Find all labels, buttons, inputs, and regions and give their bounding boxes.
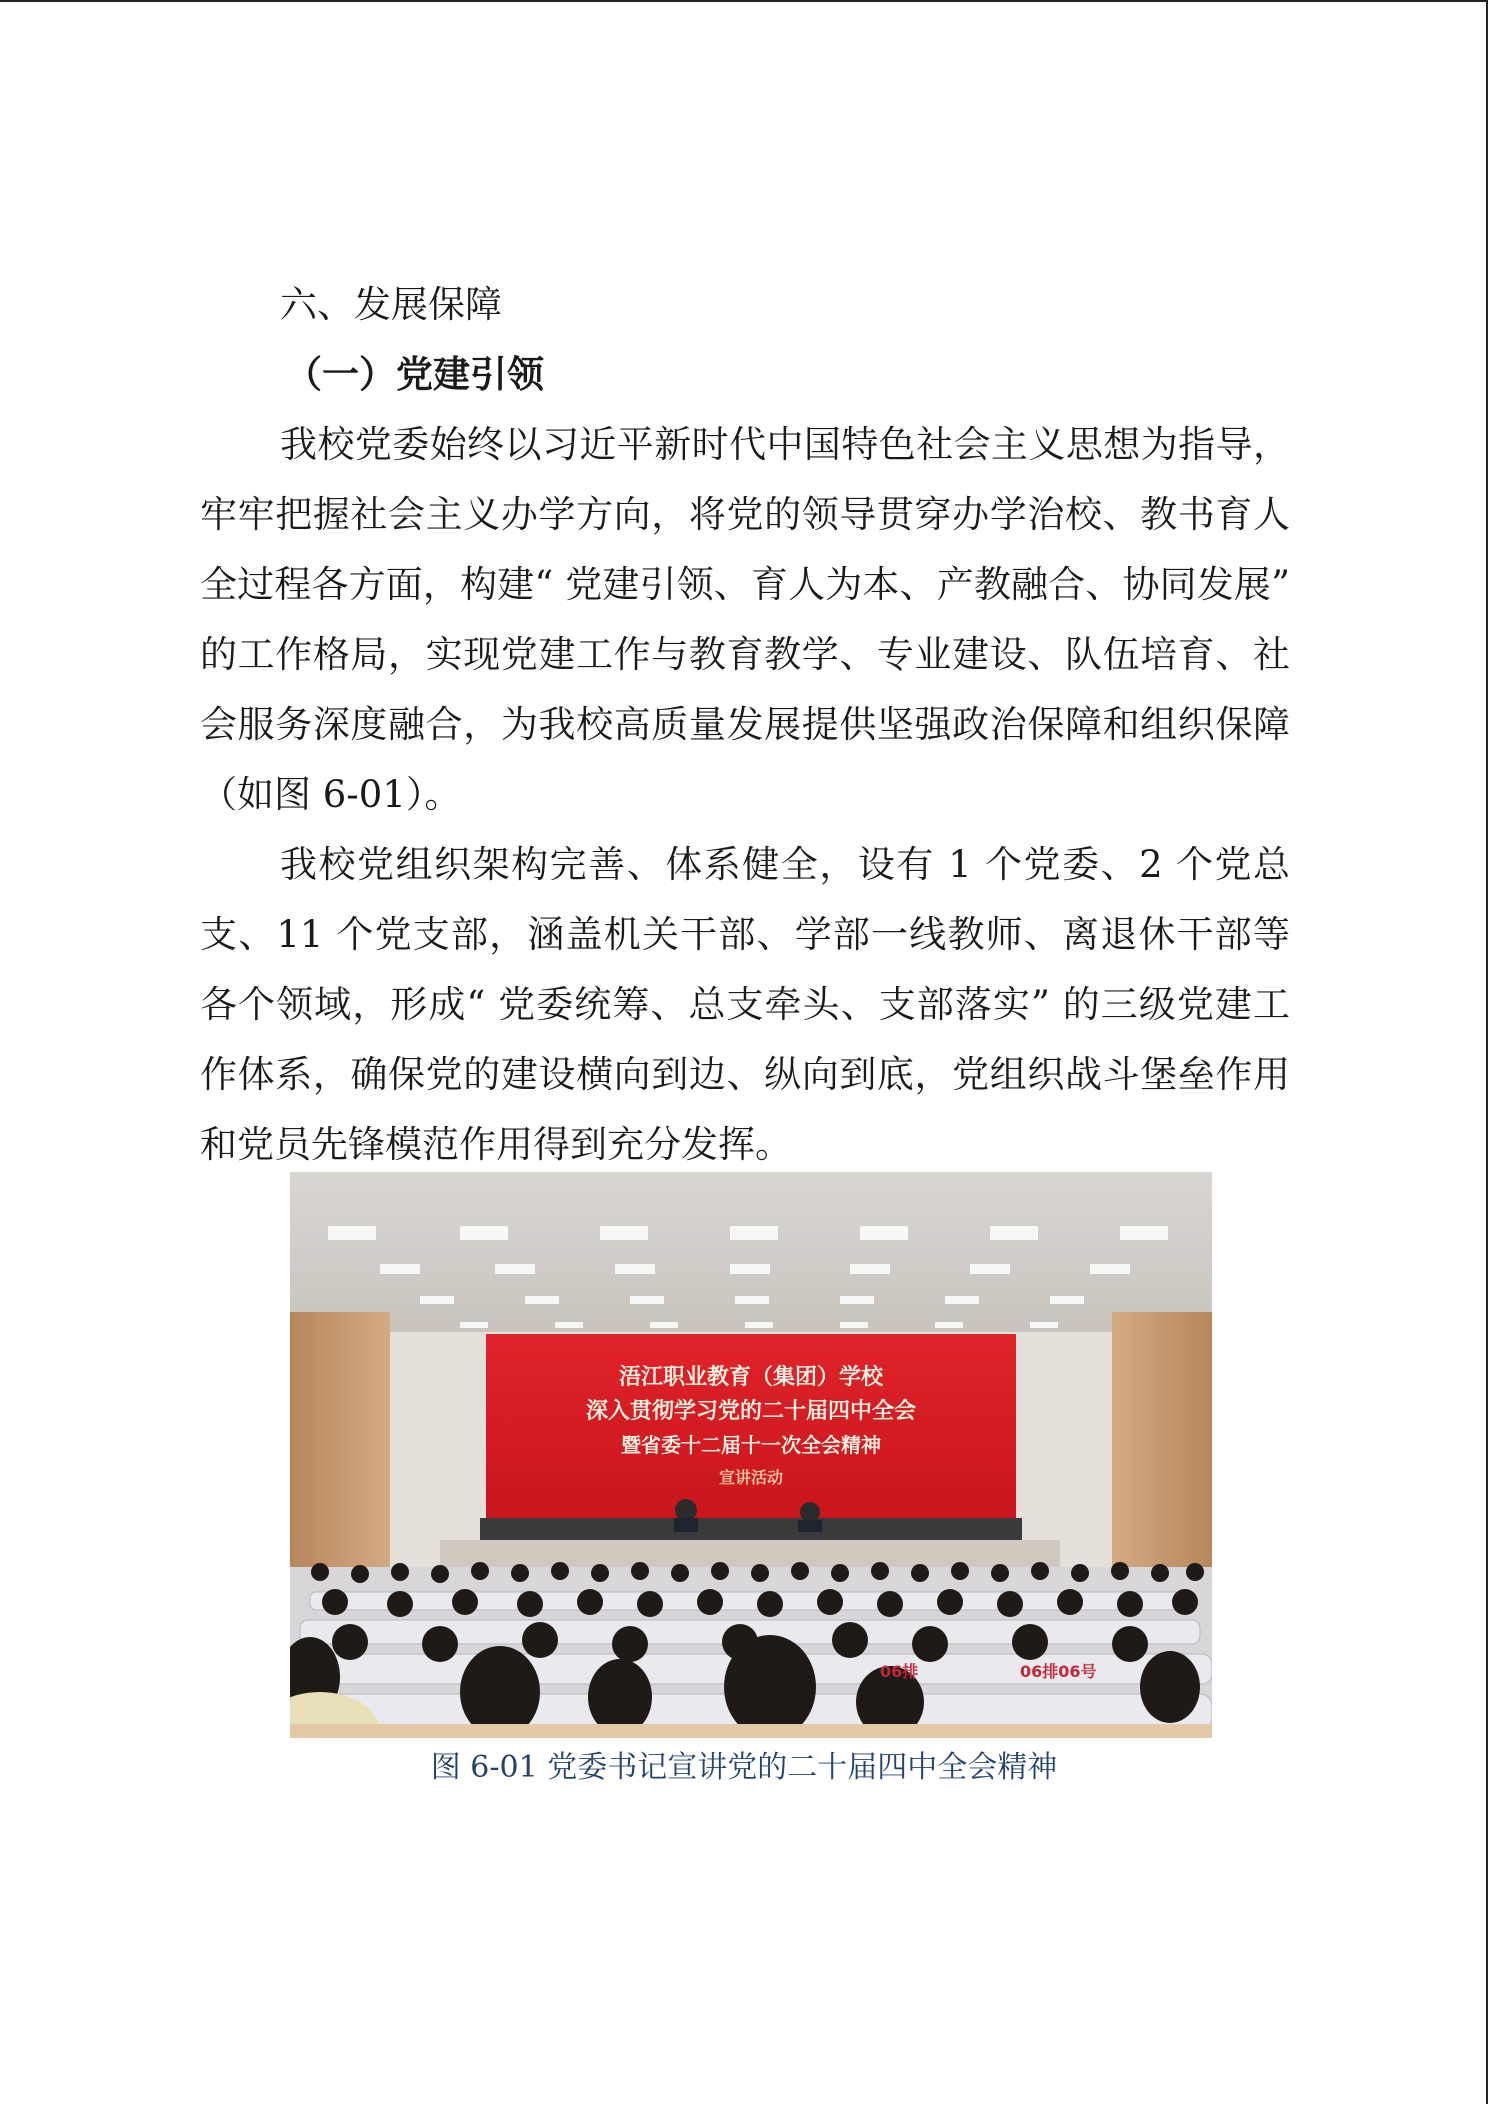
svg-text:宣讲活动: 宣讲活动 xyxy=(718,1468,784,1487)
paragraph-1: 我校党委始终以习近平新时代中国特色社会主义思想为指导，牢牢把握社会主义办学方向，将党的领导贯穿办学治校、教书育人全过程各方面，构建“ 党建引领、育人为本、产教融合、协同发展” 的工作格局，实现党建工作与教育教学、专业建设、队伍培育、社会服务深度融合，为我校高质量发展提供坚强政治保障和组织保障（如图 6-01）。 xyxy=(200,423,1290,816)
svg-text:06排06号: 06排06号 xyxy=(1020,1662,1097,1681)
svg-text:06排: 06排 xyxy=(880,1662,919,1681)
auditorium-photo xyxy=(290,1172,1212,1738)
svg-text:暨省委十二届十一次全会精神: 暨省委十二届十一次全会精神 xyxy=(621,1433,881,1457)
page-top-border xyxy=(0,0,1488,2)
paragraph-2: 我校党组织架构完善、体系健全，设有 1 个党委、2 个党总支、11 个党支部，涵盖机关干部、学部一线教师、离退休干部等各个领域，形成“ 党委统筹、总支牵头、支部落实” 的三级党建工作体系，确保党的建设横向到边、纵向到底，党组织战斗堡垒作用和党员先锋模范作用得到充分发挥。 xyxy=(200,843,1290,1166)
figure-photo xyxy=(290,1172,1212,1738)
red-banner-screen xyxy=(486,1334,1016,1519)
svg-text:浯江职业教育（集团）学校: 浯江职业教育（集团）学校 xyxy=(618,1364,884,1390)
subsection-heading: （一）党建引领 xyxy=(285,353,544,396)
figure-caption: 图 6-01 党委书记宣讲党的二十届四中全会精神 xyxy=(430,1750,1058,1785)
svg-text:深入贯彻学习党的二十届四中全会: 深入贯彻学习党的二十届四中全会 xyxy=(585,1398,917,1424)
section-heading: 六、发展保障 xyxy=(280,283,502,326)
document-body xyxy=(200,270,1290,1180)
